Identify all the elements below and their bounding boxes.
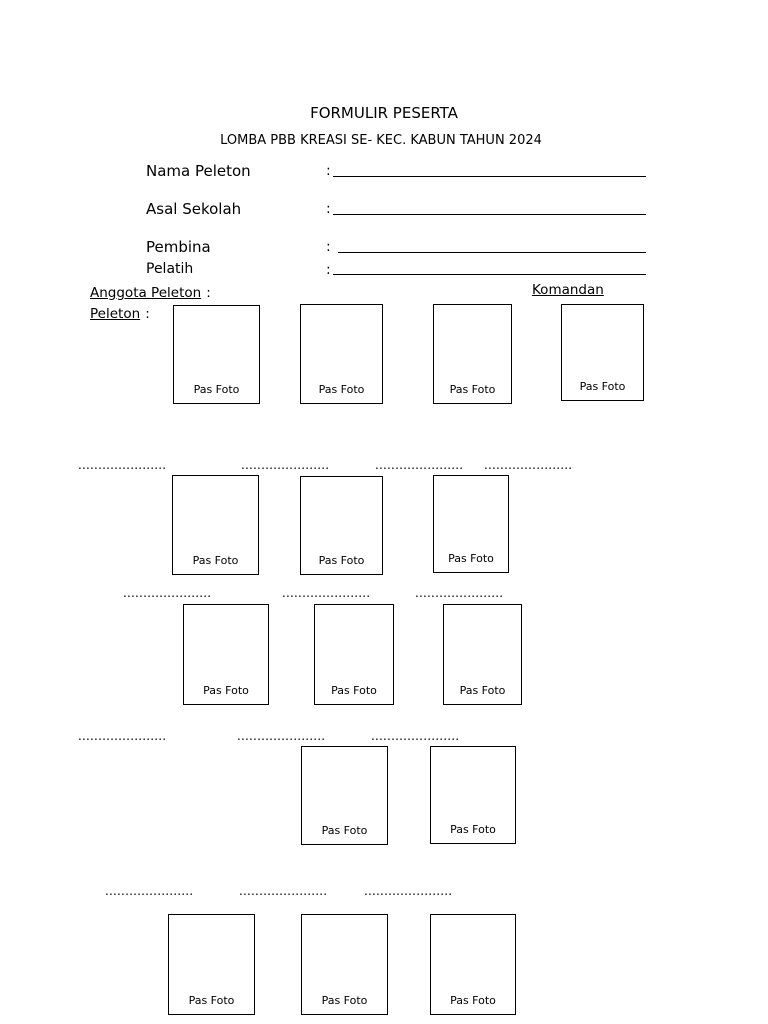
field-label-pelatih: Pelatih <box>146 261 194 277</box>
komandan-peleton-heading <box>90 303 150 322</box>
name-placeholder[interactable]: ...................... <box>105 884 194 898</box>
photo-caption: Pas Foto <box>321 824 368 837</box>
photo-box[interactable] <box>301 914 388 1015</box>
photo-caption: Pas Foto <box>203 684 249 697</box>
form-subtitle: LOMBA PBB KREASI SE- KEC. KABUN TAHUN 2024 <box>220 133 542 148</box>
name-placeholder[interactable]: ...................... <box>78 458 167 472</box>
photo-box[interactable] <box>300 304 383 404</box>
komandan-colon: : <box>145 306 150 322</box>
name-placeholder[interactable]: ...................... <box>484 458 573 472</box>
photo-box[interactable] <box>183 604 269 705</box>
photo-box[interactable] <box>430 746 516 844</box>
field-label-asal-sekolah: Asal Sekolah <box>146 200 242 218</box>
photo-caption: Pas Foto <box>459 684 506 697</box>
photo-box[interactable] <box>173 305 260 404</box>
field-colon: : <box>326 163 331 179</box>
field-label-pembina: Pembina <box>146 238 211 256</box>
form-title: FORMULIR PESERTA <box>310 104 458 122</box>
photo-caption: Pas Foto <box>448 552 494 565</box>
photo-caption: Pas Foto <box>318 554 365 567</box>
photo-box[interactable] <box>433 475 509 573</box>
field-colon: : <box>326 201 331 217</box>
name-placeholder[interactable]: ...................... <box>415 586 504 600</box>
field-colon: : <box>326 239 331 255</box>
name-placeholder[interactable]: ...................... <box>239 884 328 898</box>
photo-caption: Pas Foto <box>318 383 365 396</box>
photo-caption: Pas Foto <box>579 380 626 393</box>
pembina-line[interactable] <box>338 252 646 253</box>
name-placeholder[interactable]: ...................... <box>364 884 453 898</box>
pelatih-line[interactable] <box>333 274 646 275</box>
photo-box[interactable] <box>314 604 394 705</box>
anggota-colon: : <box>206 285 211 301</box>
komandan-photo-box[interactable] <box>561 304 644 401</box>
photo-caption: Pas Foto <box>321 994 368 1007</box>
photo-box[interactable] <box>172 475 259 575</box>
nama-peleton-line[interactable] <box>333 176 646 177</box>
photo-caption: Pas Foto <box>331 684 377 697</box>
name-placeholder[interactable]: ...................... <box>78 729 167 743</box>
photo-caption: Pas Foto <box>192 554 239 567</box>
photo-box[interactable] <box>443 604 522 705</box>
anggota-peleton-heading <box>90 282 211 301</box>
photo-caption: Pas Foto <box>449 383 496 396</box>
photo-caption: Pas Foto <box>450 994 496 1007</box>
photo-box[interactable] <box>301 746 388 845</box>
komandan-label: Komandan <box>532 282 604 298</box>
asal-sekolah-line[interactable] <box>333 214 646 215</box>
photo-box[interactable] <box>300 476 383 575</box>
photo-caption: Pas Foto <box>188 994 235 1007</box>
photo-caption: Pas Foto <box>193 383 240 396</box>
komandan-peleton-label: Peleton <box>90 306 141 322</box>
photo-caption: Pas Foto <box>450 823 496 836</box>
photo-box[interactable] <box>168 914 255 1015</box>
anggota-peleton-label: Anggota Peleton <box>90 285 202 301</box>
name-placeholder[interactable]: ...................... <box>123 586 212 600</box>
photo-box[interactable] <box>433 304 512 404</box>
name-placeholder[interactable]: ...................... <box>371 729 460 743</box>
name-placeholder[interactable]: ...................... <box>237 729 326 743</box>
name-placeholder[interactable]: ...................... <box>241 458 330 472</box>
name-placeholder[interactable]: ...................... <box>282 586 371 600</box>
field-label-nama-peleton: Nama Peleton <box>146 162 251 180</box>
field-colon: : <box>326 262 331 278</box>
name-placeholder[interactable]: ...................... <box>375 458 464 472</box>
photo-box[interactable] <box>430 914 516 1015</box>
